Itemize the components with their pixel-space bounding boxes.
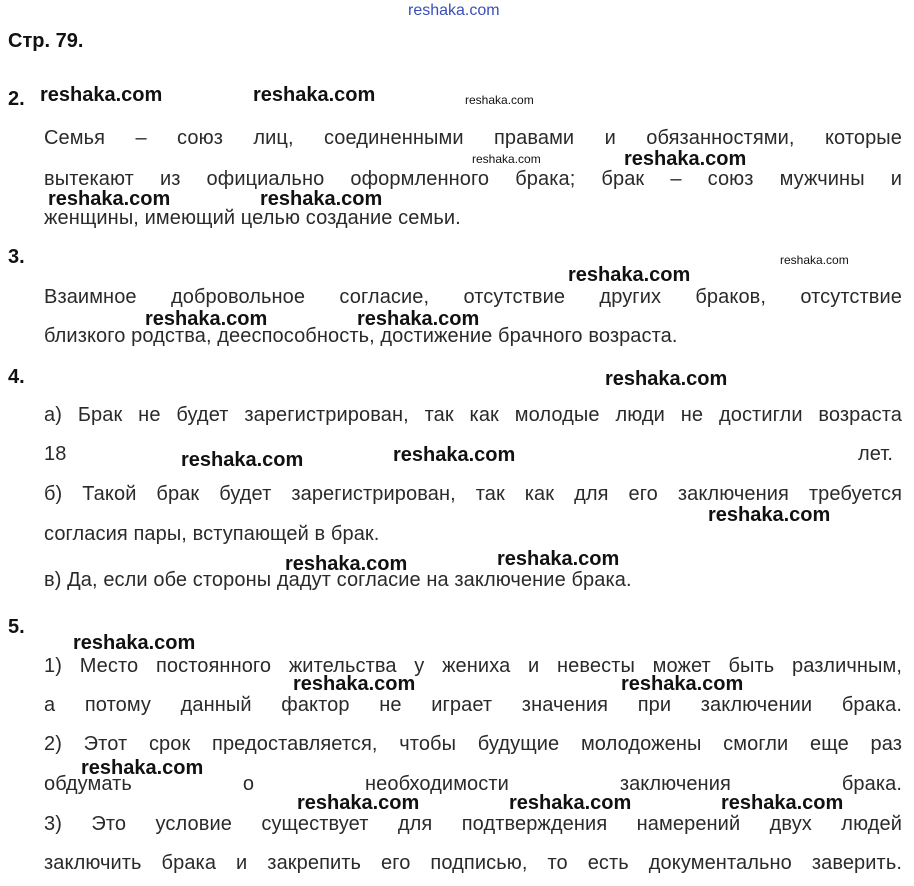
watermark: reshaka.com bbox=[40, 84, 163, 106]
text-line: 3) Это условие существует для подтверждения намерений двух людей bbox=[44, 813, 902, 835]
watermark: reshaka.com bbox=[260, 188, 383, 210]
watermark: reshaka.com bbox=[472, 152, 541, 166]
text-line: а потому данный фактор не играет значения при заключении брака. bbox=[44, 694, 902, 716]
text-line: 1) Место постоянного жительства у жениха и невесты может быть различным, bbox=[44, 655, 902, 677]
watermark: reshaka.com bbox=[605, 368, 728, 390]
text-line: заключить брака и закрепить его подписью, то есть документально заверить. bbox=[44, 852, 902, 874]
text-line: Взаимное добровольное согласие, отсутствие других браков, отсутствие bbox=[44, 286, 902, 308]
watermark: reshaka.com bbox=[465, 93, 534, 107]
watermark: reshaka.com bbox=[780, 253, 849, 267]
watermark: reshaka.com bbox=[181, 449, 304, 471]
watermark: reshaka.com bbox=[73, 632, 196, 654]
watermark: reshaka.com bbox=[708, 504, 831, 526]
section-number: 3. bbox=[8, 246, 25, 268]
text-line: согласия пары, вступающей в брак. bbox=[44, 523, 380, 545]
watermark: reshaka.com bbox=[621, 673, 744, 695]
watermark: reshaka.com bbox=[297, 792, 420, 814]
watermark: reshaka.com bbox=[497, 548, 620, 570]
watermark: reshaka.com bbox=[721, 792, 844, 814]
watermark: reshaka.com bbox=[509, 792, 632, 814]
text-line: 2) Этот срок предоставляется, чтобы будущие молодожены смогли еще раз bbox=[44, 733, 902, 755]
watermark: reshaka.com bbox=[408, 2, 500, 19]
text-line: женщины, имеющий целью создание семьи. bbox=[44, 207, 461, 229]
watermark: reshaka.com bbox=[145, 308, 268, 330]
watermark: reshaka.com bbox=[393, 444, 516, 466]
watermark: reshaka.com bbox=[357, 308, 480, 330]
text-line: в) Да, если обе стороны дадут согласие на заключение брака. bbox=[44, 569, 632, 591]
watermark: reshaka.com bbox=[48, 188, 171, 210]
text-line: вытекают из официально оформленного брака; брак – союз мужчины и bbox=[44, 168, 902, 190]
watermark: reshaka.com bbox=[568, 264, 691, 286]
watermark: reshaka.com bbox=[293, 673, 416, 695]
text-line: обдумать о необходимости заключения брака. bbox=[44, 773, 902, 795]
text-line: а) Брак не будет зарегистрирован, так как молодые люди не достигли возраста bbox=[44, 404, 902, 426]
section-number: 5. bbox=[8, 616, 25, 638]
text-line: лет. bbox=[858, 443, 894, 465]
section-number: 4. bbox=[8, 366, 25, 388]
watermark: reshaka.com bbox=[253, 84, 376, 106]
watermark: reshaka.com bbox=[285, 553, 408, 575]
section-number: 2. bbox=[8, 88, 25, 110]
text-line: б) Такой брак будет зарегистрирован, так как для его заключения требуется bbox=[44, 483, 902, 505]
watermark: reshaka.com bbox=[81, 757, 204, 779]
text-line: Семья – союз лиц, соединенными правами и обязанностями, которые bbox=[44, 127, 902, 149]
page-heading: Стр. 79. bbox=[8, 30, 84, 52]
text-line: близкого родства, дееспособность, достижение брачного возраста. bbox=[44, 325, 678, 347]
text-line: 18 bbox=[44, 443, 67, 465]
watermark: reshaka.com bbox=[624, 148, 747, 170]
